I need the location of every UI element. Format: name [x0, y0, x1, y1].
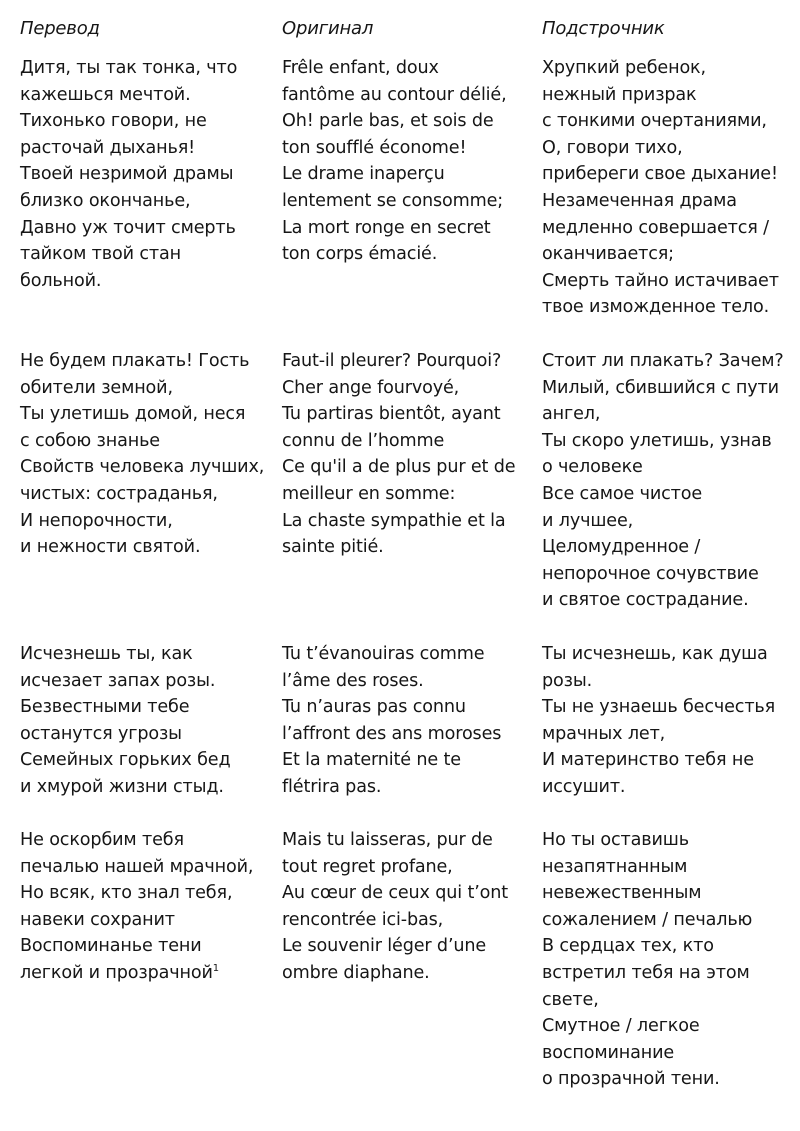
poem-line: Ты исчезнешь, как душа: [542, 644, 768, 664]
poem-line: печалью нашей мрачной,: [20, 856, 254, 877]
poem-line: твое изможденное тело.: [542, 297, 770, 318]
poem-line: Et la maternité ne te: [282, 750, 461, 771]
poem-line: Но ты оставишь: [542, 830, 689, 850]
poem-line: расточай дыханья!: [20, 137, 196, 158]
poem-line: Ты не узнаешь бесчестья: [542, 697, 776, 718]
translation-stanza-4: [20, 827, 282, 987]
poem-line: Твоей незримой драмы: [20, 164, 234, 185]
poem-line: flétrira pas.: [282, 776, 382, 797]
poem-line: Mais tu laisseras, pur de: [282, 830, 493, 850]
poem-line: больной.: [20, 270, 102, 291]
poem-line: ombre diaphane.: [282, 962, 430, 983]
poem-line: о человеке: [542, 457, 643, 478]
interlinear-stanza-3: [542, 641, 794, 801]
poem-line: Дитя, ты так тонка, что: [20, 58, 238, 78]
poem-line: нежный призрак: [542, 84, 697, 105]
poem-line: tout regret profane,: [282, 856, 453, 877]
poem-line: медленно совершается /: [542, 217, 769, 238]
poem-line: с тонкими очертаниями,: [542, 111, 767, 132]
poem-line: Все самое чистое: [542, 483, 703, 504]
poem-line: sainte pitié.: [282, 537, 384, 558]
poem-line: непорочное сочувствие: [542, 563, 759, 584]
poem-line: lentement se consomme;: [282, 190, 504, 211]
poem-line: Tu partiras bientôt, ayant: [282, 404, 501, 425]
poem-line: Но всяк, кто знал тебя,: [20, 883, 233, 904]
poem-line: Стоит ли плакать? Зачем?: [542, 351, 784, 371]
poem-line-text: легкой и прозрачной: [20, 962, 213, 983]
poem-line: Семейных горьких бед: [20, 750, 231, 771]
poem-line: Tu t’évanouiras comme: [282, 644, 485, 664]
poem-line: навеки сохранит: [20, 909, 175, 930]
poem-line: Не будем плакать! Гость: [20, 351, 250, 371]
poem-line: незапятнанным: [542, 856, 688, 877]
poem-line: И непорочности,: [20, 510, 173, 531]
poem-line: Frêle enfant, doux: [282, 58, 439, 78]
poem-line: Безвестными тебе: [20, 697, 190, 718]
original-stanza-3: [282, 641, 544, 801]
column-heading-translation: Перевод: [20, 18, 100, 39]
poem-line: свете,: [542, 989, 599, 1010]
poem-line: Незамеченная драма: [542, 190, 737, 211]
poem-line: Целомудренное /: [542, 537, 701, 558]
interlinear-stanza-4: [542, 827, 794, 1093]
interlinear-stanza-1: [542, 55, 794, 321]
poem-line: невежественным: [542, 883, 702, 904]
poem-line: rencontrée ici-bas,: [282, 909, 444, 930]
poem-line: В сердцах тех, кто: [542, 936, 714, 957]
poem-line: Смутное / легкое: [542, 1016, 700, 1037]
poem-line: ангел,: [542, 404, 601, 425]
poem-line: Le souvenir léger d’une: [282, 936, 487, 957]
poem-line: иссушит.: [542, 776, 626, 797]
poem-line: Ты скоро улетишь, узнав: [542, 430, 772, 451]
poem-line: кажешься мечтой.: [20, 84, 191, 105]
poem-line: обители земной,: [20, 377, 173, 398]
poem-line: встретил тебя на этом: [542, 962, 750, 983]
original-stanza-4: [282, 827, 544, 987]
poem-line: meilleur en somme:: [282, 483, 456, 504]
poem-line: тайком твой стан: [20, 244, 181, 265]
poem-line: о прозрачной тени.: [542, 1069, 720, 1090]
poem-line: l’âme des roses.: [282, 670, 424, 691]
poem-line: La chaste sympathie et la: [282, 510, 506, 531]
poem-line: розы.: [542, 670, 593, 691]
poem-line: с собою знанье: [20, 430, 160, 451]
poem-line: fantôme au contour délié,: [282, 84, 507, 105]
poem-line: Faut-il pleurer? Pourquoi?: [282, 351, 502, 371]
poem-line: и хмурой жизни стыд.: [20, 776, 224, 797]
poem-line: Ты улетишь домой, неся: [20, 404, 246, 425]
poem-line: прибереги свое дыхание!: [542, 164, 778, 185]
original-stanza-1: [282, 55, 544, 268]
poem-line: И материнство тебя не: [542, 750, 754, 771]
poem-line: Ce qu'il a de plus pur et de: [282, 457, 516, 478]
poem-line: чистых: состраданья,: [20, 483, 218, 504]
poem-line: оканчивается;: [542, 244, 674, 265]
translation-stanza-1: [20, 55, 282, 294]
poem-line: Cher ange fourvoyé,: [282, 377, 460, 398]
column-heading-original: Оригинал: [282, 18, 374, 39]
poem-line: останутся угрозы: [20, 723, 182, 744]
original-stanza-2: [282, 348, 544, 561]
poem-line: connu de l’homme: [282, 430, 445, 451]
poem-line: Tu n’auras pas connu: [282, 697, 466, 718]
poem-line-with-footnote: [20, 960, 282, 987]
poem-line: ton corps émacié.: [282, 244, 438, 265]
poem-line: l’affront des ans moroses: [282, 723, 502, 744]
poem-line: Исчезнешь ты, как: [20, 644, 193, 664]
poem-line: мрачных лет,: [542, 723, 666, 744]
poem-line: Воспоминанье тени: [20, 936, 202, 957]
translation-stanza-2: [20, 348, 282, 561]
poem-line: сожалением / печалью: [542, 909, 753, 930]
poem-line: Свойств человека лучших,: [20, 457, 265, 478]
interlinear-stanza-2: [542, 348, 794, 614]
poem-line: La mort ronge en secret: [282, 217, 491, 238]
poem-line: Le drame inaperçu: [282, 164, 445, 185]
poem-line: ton soufflé économe!: [282, 137, 467, 158]
poem-line: и святое сострадание.: [542, 590, 749, 611]
poem-line: и лучшее,: [542, 510, 634, 531]
poem-line: Не оскорбим тебя: [20, 830, 184, 850]
poem-line: Милый, сбившийся с пути: [542, 377, 779, 398]
poem-line: и нежности святой.: [20, 537, 201, 558]
poem-line: Тихонько говори, не: [20, 111, 207, 132]
poem-line: близко окончанье,: [20, 190, 191, 211]
poem-line: Oh! parle bas, et sois de: [282, 111, 494, 132]
translation-stanza-3: [20, 641, 282, 801]
poem-line: Хрупкий ребенок,: [542, 58, 706, 78]
poem-line: воспоминание: [542, 1042, 675, 1063]
poem-line: исчезает запах розы.: [20, 670, 216, 691]
column-heading-interlinear: Подстрочник: [542, 18, 665, 39]
poem-line: Давно уж точит смерть: [20, 217, 236, 238]
poem-line: Смерть тайно истачивает: [542, 270, 779, 291]
poem-line: О, говори тихо,: [542, 137, 683, 158]
footnote-marker[interactable]: 1: [212, 962, 219, 974]
poem-line: Au cœur de ceux qui t’ont: [282, 883, 509, 904]
